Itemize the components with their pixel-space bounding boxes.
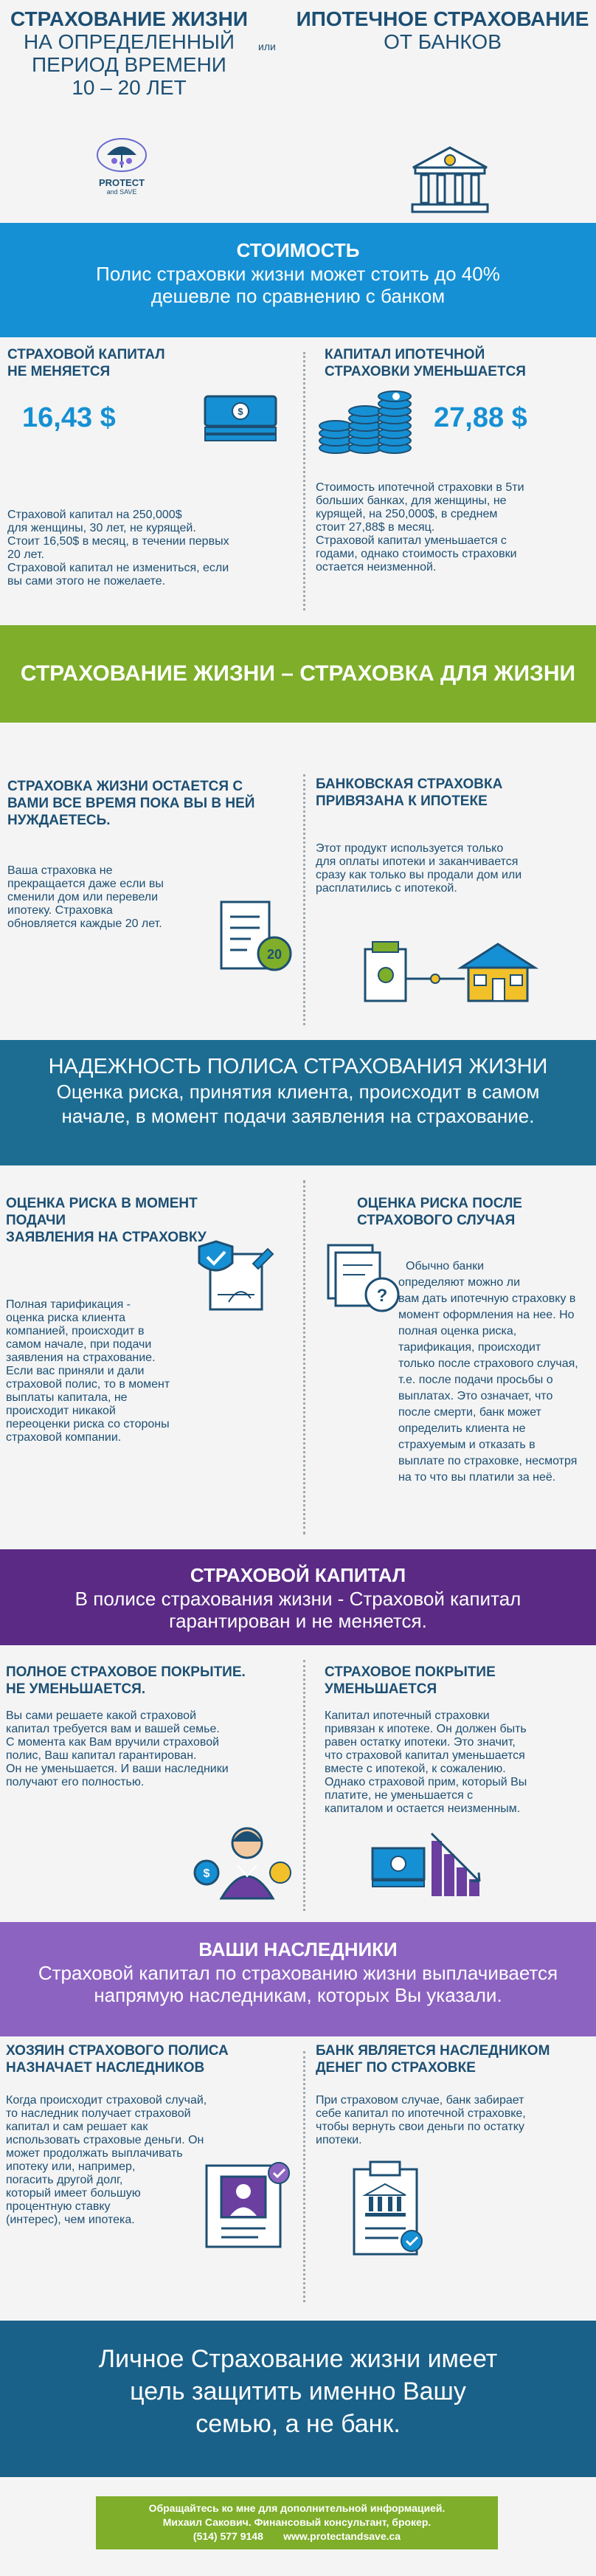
protect-and-save-logo — [85, 137, 159, 196]
text-line: При страховом случае, банк забирает — [316, 2094, 524, 2107]
text-line: капитал и сам решает как — [6, 2121, 148, 2133]
band-text: начале, в момент подачи заявления на страхование. — [61, 1105, 535, 1127]
text-line: тарификация, происходит — [398, 1341, 541, 1354]
band-text: Страховой капитал по страхованию жизни выплачивается — [38, 1962, 558, 1984]
band-text: В полисе страхования жизни - Страховой капитал — [74, 1588, 522, 1610]
text-line: чтобы вернуть свои деньги по остатку — [316, 2121, 524, 2133]
column-title: БАНКОВСКАЯ СТРАХОВКА — [316, 776, 503, 792]
text-line: привязан к ипотеке. Он должен быть — [325, 1723, 527, 1735]
text-line: остается неизменной. — [316, 561, 437, 574]
text-line: прекращается даже если вы — [7, 878, 164, 890]
bank-beneficiary-column — [316, 2042, 592, 2076]
column-title: ПРИВЯЗАНА К ИПОТЕКЕ — [316, 793, 488, 809]
band-text: напрямую наследникам, которых Вы указали. — [94, 1984, 502, 2006]
duration-comparison-section — [0, 723, 596, 1040]
title-line: ПЕРИОД ВРЕМЕНИ — [32, 53, 226, 76]
column-title: СТРАХОВОЕ ПОКРЫТИЕ — [325, 1664, 496, 1680]
title-line: 10 – 20 ЛЕТ — [72, 76, 187, 99]
life-for-life-band — [0, 625, 596, 723]
mortgage-cost-text — [316, 481, 592, 574]
risk-upfront-text — [6, 1298, 227, 1444]
text-line: платите, не уменьшается с — [325, 1789, 474, 1802]
text-line: Стоит 16,50$ в месяц, в течении первых — [7, 535, 229, 548]
phone-number[interactable]: (514) 577 9148 — [193, 2530, 263, 2542]
bank-building-icon — [409, 144, 491, 214]
text-line: Если вас приняли и дали — [6, 1365, 145, 1377]
text-line: для оплаты ипотеки и заканчивается — [316, 855, 519, 868]
text-line: Страховой капитал уменьшается с — [316, 534, 507, 547]
text-line: процентную ставку — [6, 2200, 111, 2213]
money-stack-icon — [199, 390, 288, 450]
text-line: обновляется каждые 20 лет. — [7, 917, 162, 930]
text-line: выплатах. Это означает, что — [398, 1390, 553, 1402]
document-to-house-icon — [361, 938, 538, 1005]
text-line: Стоимость ипотечной страховки в 5ти — [316, 481, 524, 494]
band-text: гарантирован и не меняется. — [169, 1610, 427, 1632]
text-line: полис, Ваш капитал гарантирован. — [6, 1749, 197, 1762]
text-line: переоценки риска со стороны — [6, 1418, 170, 1430]
beneficiary-id-icon — [199, 2158, 295, 2254]
column-title: УМЕНЬШАЕТСЯ — [325, 1681, 437, 1697]
header — [0, 0, 596, 223]
text-line: страховой полис, то в момент — [6, 1378, 170, 1391]
text-line: компанией, происходит в — [6, 1325, 145, 1337]
text-line: выплате по страховке, несмотря — [398, 1455, 578, 1467]
text-line: С момента как Вам вручили страховой — [6, 1736, 220, 1749]
text-line: самом начале, при подачи — [6, 1338, 152, 1351]
column-divider — [303, 1660, 305, 1911]
column-title: ОЦЕНКА РИСКА ПОСЛЕ — [357, 1196, 522, 1211]
life-stays-text — [7, 864, 229, 931]
title-line: ОТ БАНКОВ — [384, 30, 502, 53]
column-title: НУЖДАЕТЕСЬ. — [7, 813, 111, 828]
band-text: Оценка риска, принятия клиента, происходит в самом — [56, 1081, 540, 1103]
footer — [0, 2477, 596, 2576]
text-line: Вы сами решаете какой страховой — [6, 1709, 196, 1722]
column-title: ОЦЕНКА РИСКА В МОМЕНТ — [6, 1196, 198, 1211]
coverage-section — [0, 1645, 596, 1922]
text-line: капитал требуется вам и вашей семье. — [6, 1723, 220, 1735]
cost-comparison-section — [0, 337, 596, 625]
life-price: 16,43 $ — [22, 402, 116, 433]
text-line: Полная тарификация - — [6, 1298, 131, 1311]
band-title: ВАШИ НАСЛЕДНИКИ — [198, 1938, 398, 1960]
text-line: Страховой капитал на 250,000$ — [7, 509, 182, 521]
text-line: стоит 27,88$ в месяц. — [316, 521, 435, 534]
column-divider — [303, 2051, 305, 2302]
text-line: Этот продукт используется только — [316, 842, 504, 855]
column-title: СТРАХОВОГО СЛУЧАЯ — [357, 1213, 516, 1228]
text-line: 20 лет. — [7, 548, 44, 561]
column-title: СТРАХОВКА ЖИЗНИ ОСТАЕТСЯ С — [7, 779, 243, 794]
text-line: момент оформления на нее. Но — [398, 1309, 575, 1321]
heirs-band — [0, 1922, 596, 2036]
text-line: что страховой капитал уменьшается — [325, 1749, 525, 1762]
decreasing-coverage-text — [325, 1709, 594, 1816]
text-line: заявления на страхование. — [6, 1351, 156, 1364]
bank-tied-text — [316, 842, 592, 895]
mortgage-insurance-title — [295, 7, 590, 53]
text-line: годами, однако стоимость страховки — [316, 548, 517, 560]
title-line: НА ОПРЕДЕЛЕННЫЙ — [24, 30, 235, 53]
closing-line: семью, а не банк. — [195, 2410, 401, 2438]
logo-text: PROTECT — [98, 177, 145, 188]
website-link[interactable]: www.protectandsave.ca — [283, 2530, 401, 2542]
policyholder-column — [6, 2042, 294, 2076]
text-line: Страховой капитал не измениться, если — [7, 562, 229, 574]
text-line: полная оценка риска, — [398, 1325, 517, 1337]
question-document-icon — [325, 1239, 406, 1320]
text-line: капиталом и остается неизменным. — [325, 1802, 521, 1815]
contact-line: Обращайтесь ко мне для дополнительной информацией. — [148, 2502, 446, 2514]
renewal-document-icon — [214, 898, 299, 979]
text-line: вместе с ипотекой, к сожалению. — [325, 1763, 506, 1775]
text-line: т.е. после подачи просьбы о — [398, 1374, 553, 1386]
column-title: ВАМИ ВСЕ ВРЕМЯ ПОКА ВЫ В НЕЙ — [7, 796, 255, 811]
closing-line: цель защитить именно Вашу — [130, 2377, 466, 2405]
text-line: использовать страховые деньги. Он — [6, 2134, 204, 2146]
svg-text:$: $ — [238, 406, 243, 417]
coin-stacks-icon — [313, 382, 417, 463]
text-line: погасить другой долг, — [6, 2174, 123, 2186]
svg-text:$: $ — [203, 1867, 210, 1880]
bank-beneficiary-text — [316, 2094, 592, 2147]
cost-band — [0, 223, 596, 337]
text-line: ипотеки. — [316, 2134, 362, 2146]
band-title: СТОИМОСТЬ — [236, 239, 360, 261]
column-title: НЕ УМЕНЬШАЕТСЯ. — [6, 1681, 146, 1697]
svg-text:?: ? — [376, 1286, 388, 1306]
title-line: ИПОТЕЧНОЕ СТРАХОВАНИЕ — [296, 7, 589, 30]
text-line: сменили дом или перевели — [7, 891, 159, 903]
full-coverage-text — [6, 1709, 297, 1789]
column-title: НАЗНАЧАЕТ НАСЛЕДНИКОВ — [6, 2060, 205, 2076]
column-divider — [303, 352, 305, 610]
column-divider — [303, 774, 305, 1025]
text-line: страхуемым и отказать в — [398, 1439, 536, 1451]
column-title: ДЕНЕГ ПО СТРАХОВКЕ — [316, 2060, 476, 2076]
insured-capital-band — [0, 1549, 596, 1645]
text-line: на то что вы платили за неё. — [398, 1471, 556, 1484]
person-with-coins-icon — [192, 1821, 295, 1902]
column-title: НЕ МЕНЯЕТСЯ — [7, 364, 111, 379]
text-line: ипотеку или, например, — [6, 2160, 136, 2173]
bank-clipboard-icon — [347, 2158, 428, 2262]
closing-statement-band — [0, 2321, 596, 2477]
text-line: определяют можно ли — [398, 1276, 521, 1289]
text-line: происходит никакой — [6, 1405, 116, 1417]
logo-subtext: and SAVE — [106, 188, 137, 196]
band-title: СТРАХОВАНИЕ ЖИЗНИ – СТРАХОВКА ДЛЯ ЖИЗНИ — [20, 661, 576, 686]
text-line: определить клиента не — [398, 1422, 526, 1435]
text-line: который имеет большую — [6, 2187, 141, 2200]
text-line: страховой компании. — [6, 1431, 122, 1444]
text-line: вам дать ипотечную страховку в — [398, 1292, 576, 1305]
contact-name: Михаил Сакович. Финансовый консультант, брокер. — [162, 2516, 432, 2528]
text-line: (интерес), чем ипотека. — [6, 2214, 135, 2226]
text-line: вы сами этого не пожелаете. — [7, 575, 166, 588]
risk-after-column — [357, 1195, 593, 1229]
text-line: Ваша страховка не — [7, 864, 113, 877]
text-line: ипотеку. Страховка — [7, 904, 113, 917]
text-line: то наследник получает страховой — [6, 2107, 191, 2120]
renewal-badge: 20 — [266, 947, 283, 962]
text-line: курящей, на 250,000$, в среднем — [316, 508, 498, 520]
band-text: дешевле по сравнению с банком — [150, 285, 446, 307]
column-title: ХОЗЯИН СТРАХОВОГО ПОЛИСА — [6, 2043, 229, 2059]
mortgage-price: 27,88 $ — [434, 402, 527, 433]
text-line: Капитал ипотечный страховки — [325, 1709, 490, 1722]
life-cost-text — [7, 509, 299, 588]
family-umbrella-icon — [96, 137, 148, 173]
text-line: Однако страховой прим, который Вы — [325, 1776, 527, 1788]
term-life-title — [7, 7, 251, 99]
text-line: больших банках, для женщины, не — [316, 495, 507, 507]
text-line: получают его полностью. — [6, 1776, 145, 1788]
band-title: СТРАХОВОЙ КАПИТАЛ — [190, 1564, 406, 1586]
life-stays-column — [7, 778, 302, 829]
mortgage-insurance-column — [325, 346, 590, 380]
column-divider — [303, 1180, 305, 1535]
beneficiary-section — [0, 2036, 596, 2321]
text-line: после смерти, банк может — [398, 1406, 541, 1419]
text-line: Обычно банки — [406, 1260, 485, 1272]
text-line: равен остатку ипотеки. Это значит, — [325, 1736, 516, 1749]
risk-upfront-column — [6, 1195, 257, 1246]
or-label: или — [258, 41, 276, 52]
text-line: выплаты капитала, не — [6, 1391, 128, 1404]
text-line: оценка риска клиента — [6, 1312, 126, 1324]
column-title: СТРАХОВКИ УМЕНЬШАЕТСЯ — [325, 364, 526, 379]
column-title: ЗАЯВЛЕНИЯ НА СТРАХОВКУ — [6, 1230, 207, 1245]
declining-capital-icon — [369, 1826, 487, 1900]
text-line: для женщины, 30 лет, не курящей. — [7, 522, 196, 534]
closing-line: Личное Страхование жизни имеет — [98, 2345, 498, 2373]
column-title: ПОДАЧИ — [6, 1213, 66, 1228]
contact-box — [96, 2496, 498, 2549]
text-line: только после страхового случая, — [398, 1357, 578, 1370]
band-text: Полис страховки жизни может стоить до 40% — [96, 263, 500, 285]
text-line: может продолжать выплачивать — [6, 2147, 183, 2160]
full-coverage-column — [6, 1664, 294, 1698]
text-line: Когда происходит страховой случай, — [6, 2094, 207, 2107]
text-line: Он не уменьшается. И ваши наследники — [6, 1763, 229, 1775]
reliability-band — [0, 1040, 596, 1165]
title-line: СТРАХОВАНИЕ ЖИЗНИ — [10, 7, 248, 30]
column-title: ПОЛНОЕ СТРАХОВОЕ ПОКРЫТИЕ. — [6, 1664, 246, 1680]
text-line: себе капитал по ипотечной страховке, — [316, 2107, 526, 2120]
column-title: СТРАХОВОЙ КАПИТАЛ — [7, 347, 165, 362]
text-line: расплатились с ипотекой. — [316, 882, 457, 895]
bank-tied-column — [316, 776, 589, 810]
life-insurance-column — [7, 346, 295, 380]
decreasing-coverage-column — [325, 1664, 590, 1698]
column-title: КАПИТАЛ ИПОТЕЧНОЙ — [325, 347, 485, 362]
band-title: НАДЕЖНОСТЬ ПОЛИСА СТРАХОВАНИЯ ЖИЗНИ — [48, 1055, 548, 1078]
risk-assessment-section — [0, 1165, 596, 1549]
text-line: сразу как только вы продали дом или — [316, 869, 522, 881]
column-title: БАНК ЯВЛЯЕТСЯ НАСЛЕДНИКОМ — [316, 2043, 550, 2059]
